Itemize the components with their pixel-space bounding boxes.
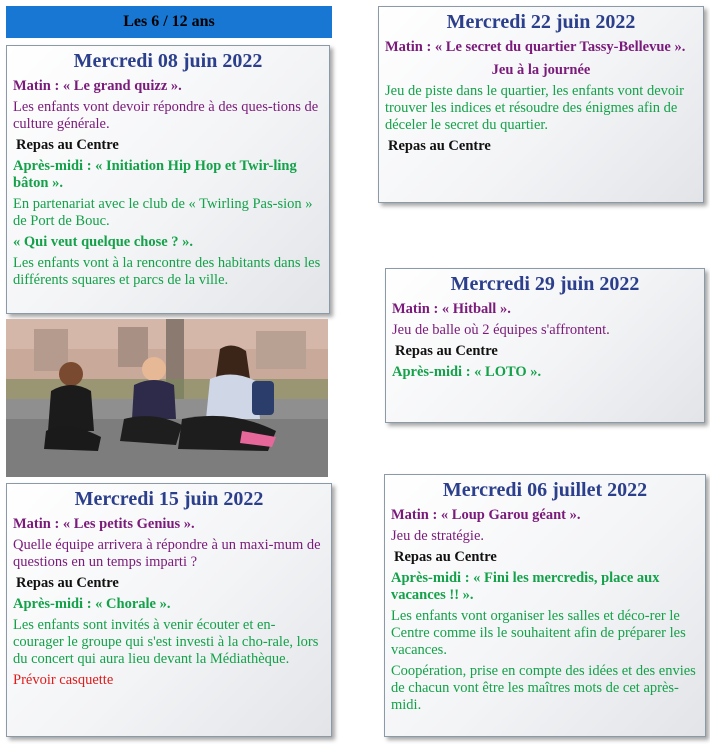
- lunch-label: Repas au Centre: [16, 137, 119, 153]
- card-date: Mercredi 29 juin 2022: [450, 273, 640, 295]
- morning-desc: Quelle équipe arrivera à répondre à un maxi-mum de questions en un temps imparti ?: [13, 537, 321, 570]
- card-06-juillet: [384, 474, 706, 737]
- afternoon-desc: En partenariat avec le club de « Twirling Pas-sion » de Port de Bouc.: [13, 196, 313, 229]
- age-group-title: Les 6 / 12 ans: [123, 13, 215, 30]
- lunch-label: Repas au Centre: [394, 549, 497, 565]
- card-22-juin: [378, 6, 704, 203]
- afternoon-title: Après-midi : « Chorale ».: [13, 596, 171, 612]
- afternoon-desc: Les enfants vont organiser les salles et déco-rer le Centre comme ils le souhaitent afin de préparer les vacances.: [391, 608, 686, 658]
- card-08-juin: [6, 45, 330, 314]
- card-date: Mercredi 08 juin 2022: [73, 50, 263, 72]
- afternoon-desc-2: Coopération, prise en compte des idées et des envies de chacun vont être les maîtres mots de cet après-midi.: [391, 663, 696, 713]
- morning-desc: Les enfants vont devoir répondre à des ques-tions de culture générale.: [13, 99, 319, 132]
- morning-title: Matin : « Les petits Genius ».: [13, 516, 195, 532]
- morning-title: Matin : « Le secret du quartier Tassy-Bellevue ».: [385, 39, 686, 55]
- morning-title: Matin : « Le grand quizz ».: [13, 78, 182, 94]
- children-photo-illustration: [6, 319, 328, 477]
- morning-desc: Jeu de stratégie.: [391, 528, 485, 544]
- lunch-label: Repas au Centre: [16, 575, 119, 591]
- day-subtitle: Jeu à la journée: [491, 62, 591, 78]
- note-cap: Prévoir casquette: [13, 672, 114, 688]
- morning-title: Matin : « Hitball ».: [392, 301, 511, 317]
- card-15-juin: [6, 483, 332, 737]
- activity-desc: Jeu de piste dans le quartier, les enfants vont devoir trouver les indices et résoudre des énigmes afin de déceler le secret du quartier.: [385, 83, 684, 133]
- afternoon-title-2: « Qui veut quelque chose ? ».: [13, 234, 194, 250]
- card-date: Mercredi 06 juillet 2022: [442, 479, 648, 501]
- children-photo: [6, 319, 328, 477]
- lunch-label: Repas au Centre: [395, 343, 498, 359]
- card-date: Mercredi 15 juin 2022: [74, 488, 264, 510]
- afternoon-desc: Les enfants sont invités à venir écouter et en-courager le groupe qui s'est investi à la cho-rale, lors du concert qui aura lieu devant la Médiathèque.: [13, 617, 319, 667]
- lunch-label: Repas au Centre: [388, 138, 491, 154]
- age-group-banner: [6, 6, 332, 38]
- afternoon-title: Après-midi : « Initiation Hip Hop et Twir-ling bâton ».: [13, 158, 297, 191]
- card-date: Mercredi 22 juin 2022: [446, 11, 636, 33]
- afternoon-desc-2: Les enfants vont à la rencontre des habitants dans les différents squares et parcs de la ville.: [13, 255, 321, 288]
- morning-title: Matin : « Loup Garou géant ».: [391, 507, 581, 523]
- afternoon-title: Après-midi : « Fini les mercredis, place aux vacances !! ».: [391, 570, 660, 603]
- card-29-juin: [385, 268, 705, 423]
- afternoon-title: Après-midi : « LOTO ».: [392, 364, 542, 380]
- morning-desc: Jeu de balle où 2 équipes s'affrontent.: [392, 322, 610, 338]
